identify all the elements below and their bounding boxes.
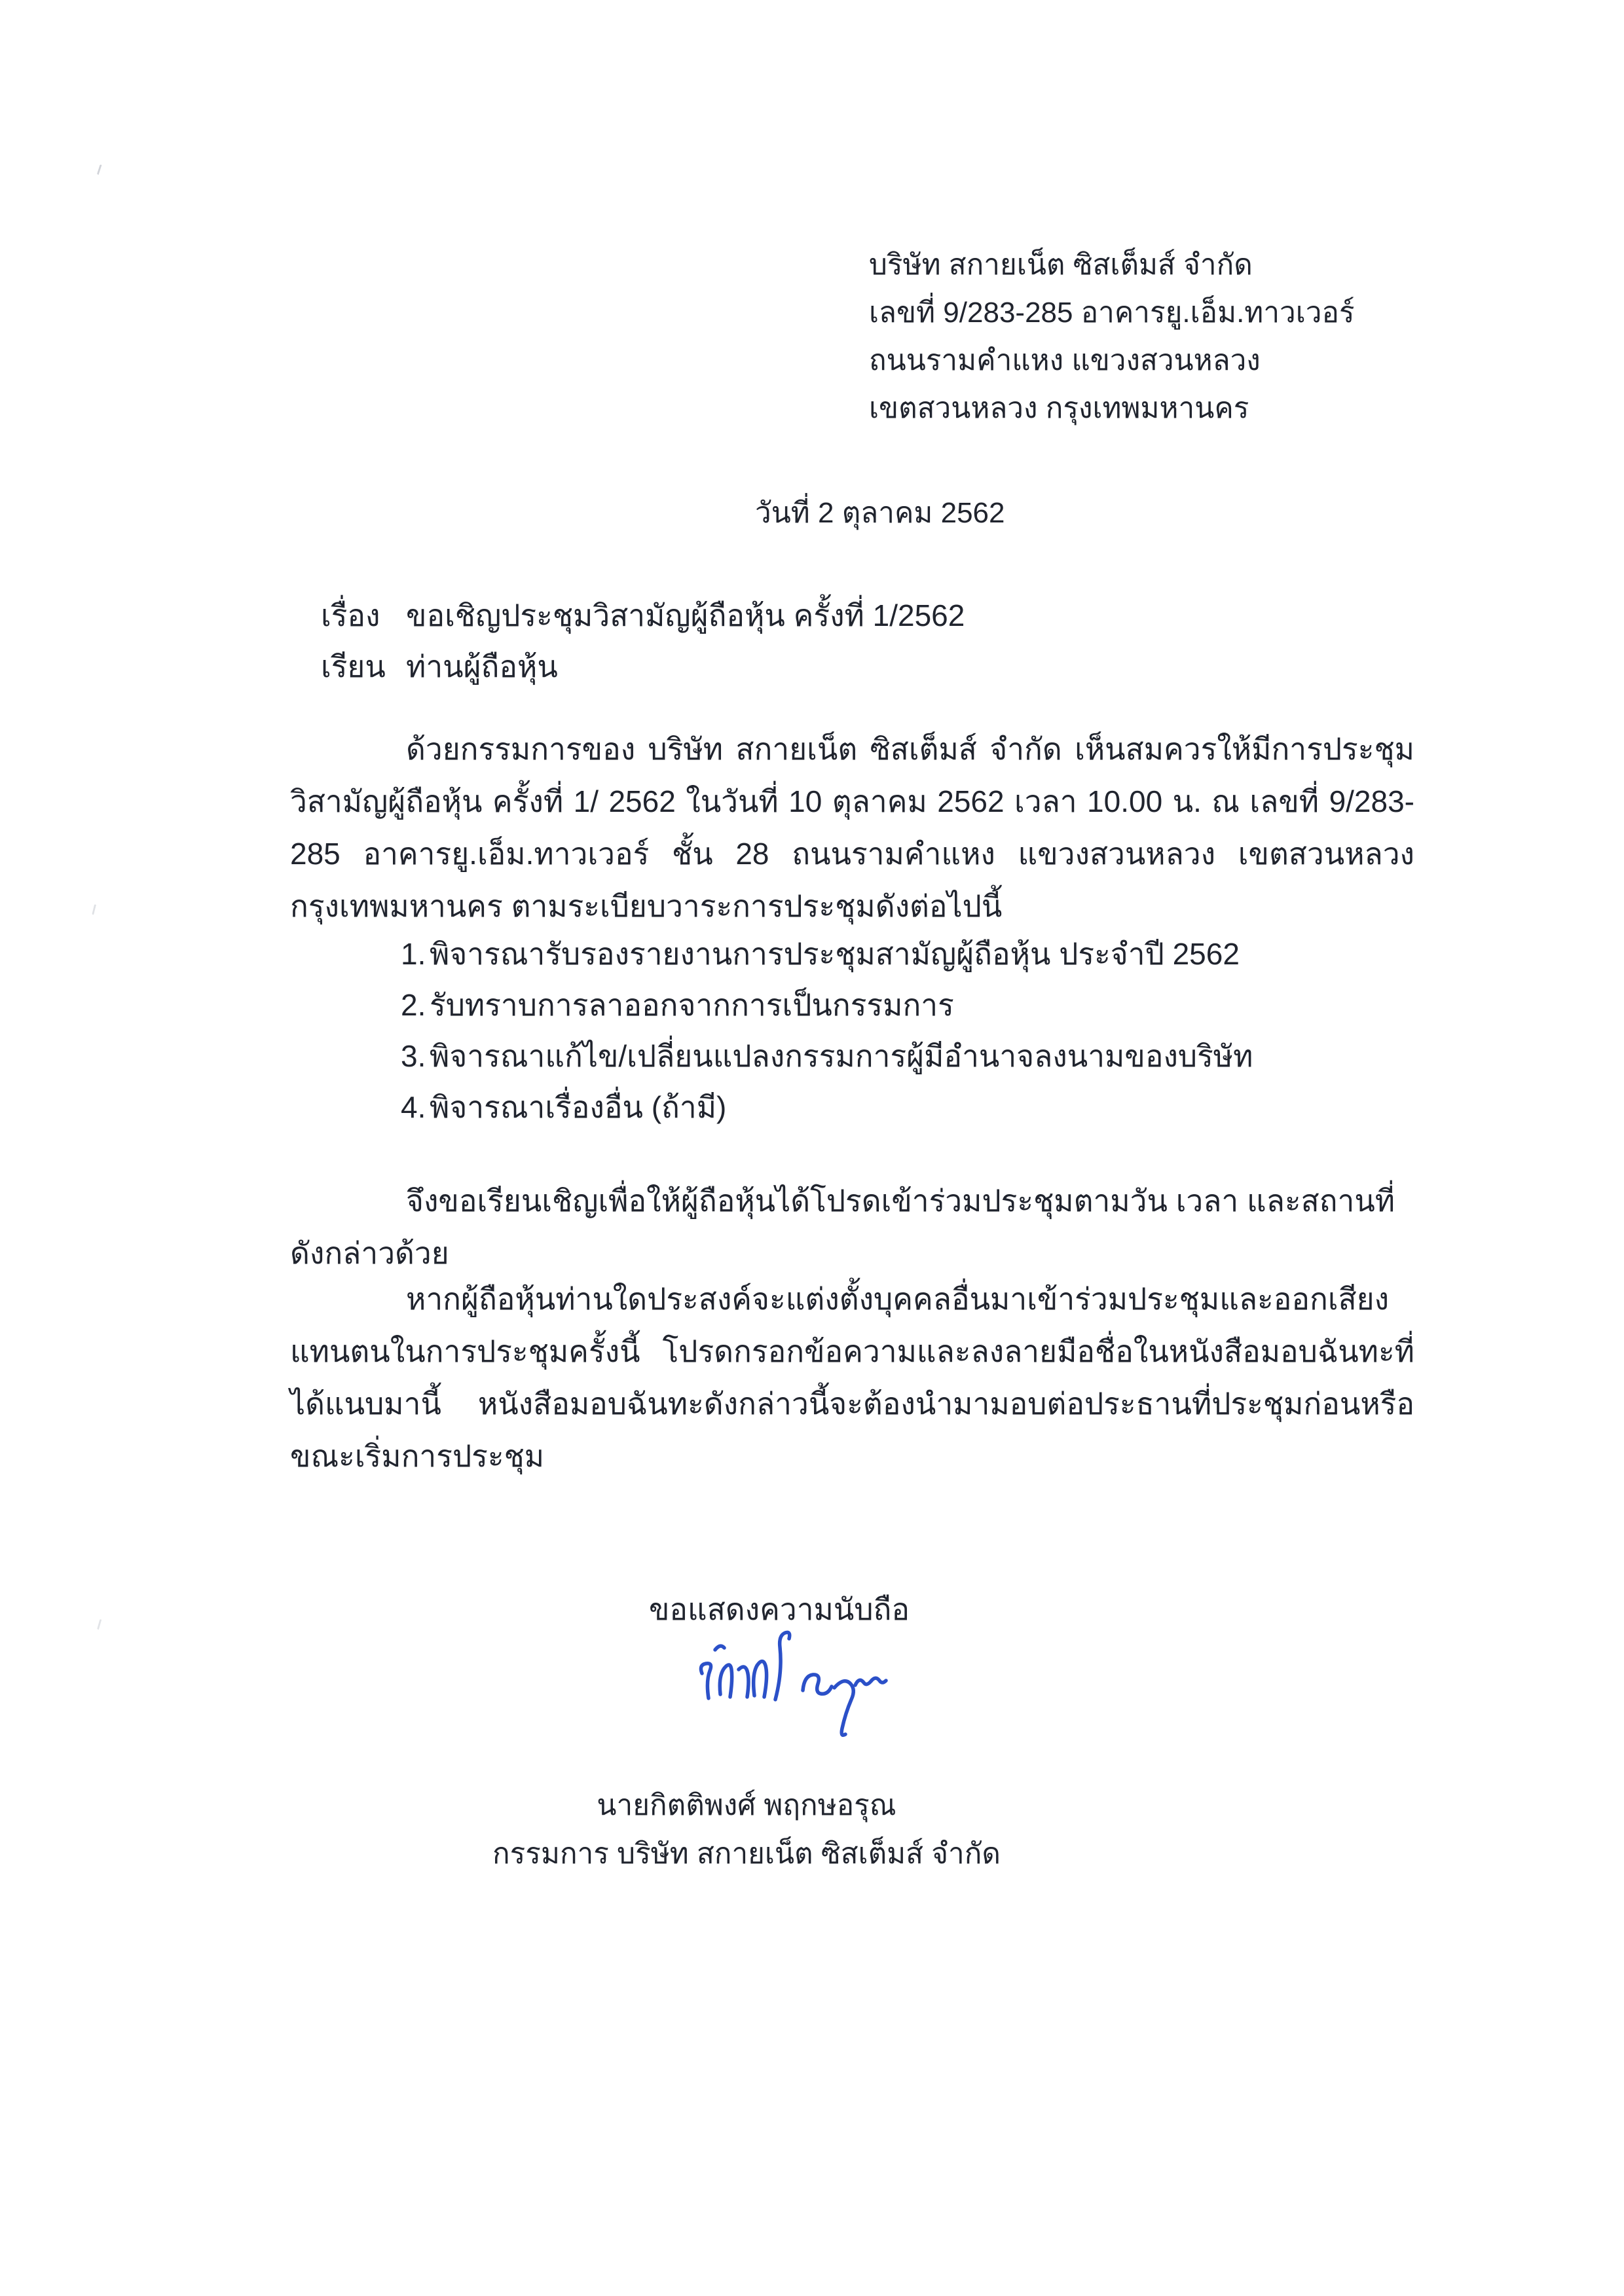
paragraph-invitation: จึงขอเรียนเชิญเพื่อให้ผู้ถือหุ้นได้โปรดเข้าร่วมประชุมตามวัน เวลา และสถานที่ดังกล่าวด้วย	[290, 1184, 1395, 1270]
signature-ink	[692, 1630, 889, 1738]
agenda-item	[401, 1082, 1253, 1133]
scan-artifact	[92, 904, 100, 916]
address-line-2: ถนนรามคำแหง แขวงสวนหลวง	[869, 344, 1261, 376]
subject-text: ขอเชิญประชุมวิสามัญผู้ถือหุ้น ครั้งที่ 1/2562	[406, 598, 965, 632]
agenda-number: 4.	[401, 1090, 426, 1124]
agenda-text: พิจารณารับรองรายงานการประชุมสามัญผู้ถือหุ้น ประจำปี 2562	[430, 937, 1240, 971]
salutation-text: ท่านผู้ถือหุ้น	[406, 649, 558, 683]
address-line-3: เขตสวนหลวง กรุงเทพมหานคร	[869, 392, 1249, 424]
paragraph-meeting-notice: ด้วยกรรมการของ บริษัท สกายเน็ต ซิสเต็มส์ จำกัด เห็นสมควรให้มีการประชุมวิสามัญผู้ถือหุ้น ครั้งที่ 1/ 2562 ในวันที่ 10 ตุลาคม 2562 เวลา 10.00 น. ณ เลขที่ 9/283-285 อาคารยู.เอ็ม.ทาวเวอร์ ชั้น 28 ถนนรามคำแหง แขวงสวนหลวง เขตสวนหลวง กรุงเทพมหานคร ตามระเบียบวาระการประชุมดังต่อไปนี้	[290, 732, 1414, 923]
signature-handwriting	[692, 1630, 889, 1738]
agenda-number: 1.	[401, 937, 426, 971]
letter-date: วันที่ 2 ตุลาคม 2562	[755, 497, 1005, 529]
agenda-item	[401, 928, 1253, 979]
signer-title: กรรมการ บริษัท สกายเน็ต ซิสเต็มส์ จำกัด	[492, 1838, 1001, 1870]
signer-name: นายกิตติพงศ์ พฤกษอรุณ	[597, 1789, 896, 1821]
paragraph-proxy-instructions: หากผู้ถือหุ้นท่านใดประสงค์จะแต่งตั้งบุคคลอื่นมาเข้าร่วมประชุมและออกเสียงแทนตนในการประชุมครั้งนี้ โปรดกรอกข้อความและลงลายมือชื่อในหนังสือมอบฉันทะที่ได้แนบมานี้ หนังสือมอบฉันทะดังกล่าวนี้จะต้องนำมามอบต่อประธานที่ประชุมก่อนหรือขณะเริ่มการประชุม	[290, 1282, 1414, 1473]
scan-artifact	[97, 1619, 105, 1631]
agenda-number: 3.	[401, 1039, 426, 1073]
agenda-item	[401, 979, 1253, 1030]
agenda-list	[401, 928, 1253, 1133]
salutation-row	[321, 643, 558, 691]
agenda-text: พิจารณาแก้ไข/เปลี่ยนแปลงกรรมการผู้มีอำนาจลงนามของบริษัท	[430, 1039, 1253, 1073]
agenda-text: พิจารณาเรื่องอื่น (ถ้ามี)	[430, 1090, 727, 1124]
address-line-1: เลขที่ 9/283-285 อาคารยู.เอ็ม.ทาวเวอร์	[869, 297, 1355, 329]
letterhead	[869, 241, 1355, 432]
agenda-number: 2.	[401, 988, 426, 1022]
closing-phrase: ขอแสดงความนับถือ	[648, 1592, 910, 1626]
scan-artifact	[97, 164, 106, 176]
subject-row	[321, 592, 965, 640]
agenda-text: รับทราบการลาออกจากการเป็นกรรมการ	[430, 988, 954, 1022]
salutation-label: เรียน	[321, 649, 386, 683]
agenda-item	[401, 1030, 1253, 1082]
subject-label: เรื่อง	[321, 598, 380, 632]
company-name: บริษัท สกายเน็ต ซิสเต็มส์ จำกัด	[869, 249, 1253, 281]
